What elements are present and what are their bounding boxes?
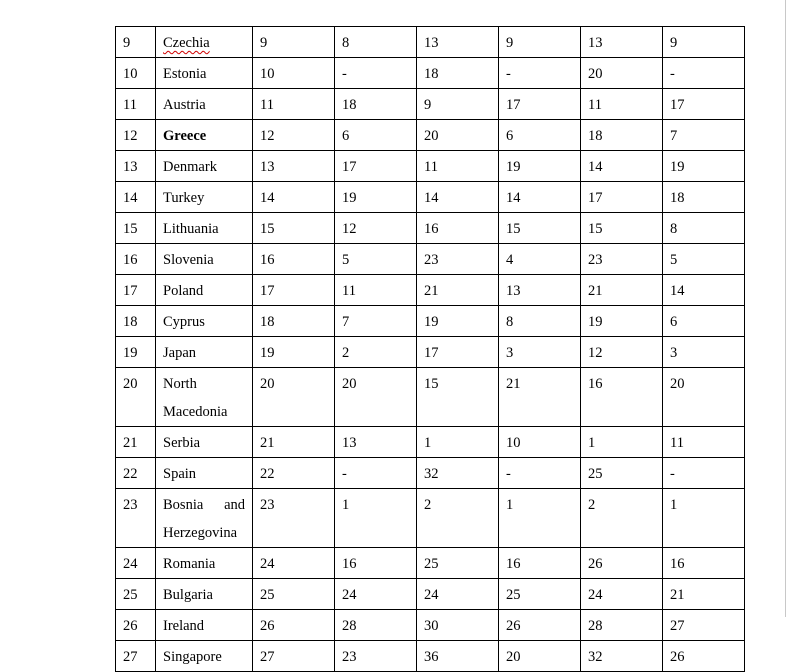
value-cell: 3 xyxy=(663,337,745,368)
value-cell: 26 xyxy=(581,548,663,579)
page-border-line xyxy=(785,0,786,617)
country-name: Lithuania xyxy=(163,221,219,237)
value-cell: 15 xyxy=(417,368,499,427)
country-name: Denmark xyxy=(163,159,217,175)
value-cell: 30 xyxy=(417,610,499,641)
rank-cell: 23 xyxy=(116,489,156,548)
table-row xyxy=(116,579,745,610)
value-cell: 23 xyxy=(335,641,417,672)
rank-cell: 26 xyxy=(116,610,156,641)
country-name-line xyxy=(163,491,245,519)
value-cell: 18 xyxy=(581,120,663,151)
rank-cell: 12 xyxy=(116,120,156,151)
value-cell: 15 xyxy=(499,213,581,244)
value-cell: - xyxy=(663,58,745,89)
value-cell: 21 xyxy=(417,275,499,306)
country-name: Serbia xyxy=(163,435,201,451)
value-cell: 32 xyxy=(417,458,499,489)
table-row xyxy=(116,27,745,58)
country-cell xyxy=(156,58,253,89)
value-cell: - xyxy=(663,458,745,489)
value-cell: 7 xyxy=(335,306,417,337)
rank-cell: 25 xyxy=(116,579,156,610)
value-cell: 14 xyxy=(253,182,335,213)
value-cell: 2 xyxy=(417,489,499,548)
value-cell: 20 xyxy=(417,120,499,151)
country-cell xyxy=(156,489,253,548)
table-row xyxy=(116,337,745,368)
country-name: Bulgaria xyxy=(163,587,213,603)
rank-cell: 17 xyxy=(116,275,156,306)
value-cell: 12 xyxy=(335,213,417,244)
value-cell: 19 xyxy=(581,306,663,337)
value-cell: 9 xyxy=(417,89,499,120)
value-cell: 23 xyxy=(417,244,499,275)
value-cell: 11 xyxy=(253,89,335,120)
value-cell: 19 xyxy=(335,182,417,213)
country-name: Turkey xyxy=(163,190,205,206)
country-name: Poland xyxy=(163,283,204,299)
value-cell: 20 xyxy=(499,641,581,672)
value-cell: 1 xyxy=(663,489,745,548)
value-cell: 5 xyxy=(335,244,417,275)
value-cell: 24 xyxy=(253,548,335,579)
country-name: Ireland xyxy=(163,618,205,634)
country-cell xyxy=(156,548,253,579)
table-row xyxy=(116,368,745,427)
rank-cell: 27 xyxy=(116,641,156,672)
value-cell: - xyxy=(499,58,581,89)
table-row xyxy=(116,610,745,641)
value-cell: 20 xyxy=(663,368,745,427)
value-cell: 14 xyxy=(499,182,581,213)
country-name: Romania xyxy=(163,556,216,572)
value-cell: - xyxy=(499,458,581,489)
country-cell xyxy=(156,610,253,641)
country-cell xyxy=(156,120,253,151)
country-name-word: Bosnia xyxy=(163,497,204,513)
rank-cell: 10 xyxy=(116,58,156,89)
value-cell: 17 xyxy=(663,89,745,120)
ranking-table xyxy=(115,26,745,672)
value-cell: 13 xyxy=(335,427,417,458)
value-cell: 12 xyxy=(253,120,335,151)
country-name: Cyprus xyxy=(163,314,205,330)
value-cell: 25 xyxy=(253,579,335,610)
rank-cell: 15 xyxy=(116,213,156,244)
value-cell: 9 xyxy=(663,27,745,58)
rank-cell: 22 xyxy=(116,458,156,489)
country-cell xyxy=(156,275,253,306)
value-cell: 16 xyxy=(417,213,499,244)
value-cell: 26 xyxy=(253,610,335,641)
value-cell: 15 xyxy=(581,213,663,244)
rank-cell: 21 xyxy=(116,427,156,458)
country-name-line: Macedonia xyxy=(163,404,228,420)
value-cell: 13 xyxy=(417,27,499,58)
value-cell: 16 xyxy=(663,548,745,579)
country-name-line: Herzegovina xyxy=(163,525,238,541)
table-row xyxy=(116,275,745,306)
value-cell: 28 xyxy=(581,610,663,641)
country-cell xyxy=(156,244,253,275)
value-cell: 17 xyxy=(335,151,417,182)
country-cell xyxy=(156,427,253,458)
rank-cell: 9 xyxy=(116,27,156,58)
value-cell: 36 xyxy=(417,641,499,672)
value-cell: 18 xyxy=(663,182,745,213)
country-cell xyxy=(156,337,253,368)
value-cell: 17 xyxy=(581,182,663,213)
value-cell: 3 xyxy=(499,337,581,368)
value-cell: 22 xyxy=(253,458,335,489)
value-cell: 15 xyxy=(253,213,335,244)
value-cell: 13 xyxy=(499,275,581,306)
country-name: Spain xyxy=(163,466,197,482)
country-cell xyxy=(156,579,253,610)
table-row xyxy=(116,182,745,213)
value-cell: 11 xyxy=(417,151,499,182)
value-cell: 13 xyxy=(581,27,663,58)
table-row xyxy=(116,427,745,458)
value-cell: 11 xyxy=(335,275,417,306)
rank-cell: 13 xyxy=(116,151,156,182)
value-cell: 23 xyxy=(581,244,663,275)
value-cell: 1 xyxy=(417,427,499,458)
table-row xyxy=(116,458,745,489)
value-cell: 25 xyxy=(499,579,581,610)
value-cell: 23 xyxy=(253,489,335,548)
value-cell: 24 xyxy=(581,579,663,610)
value-cell: 11 xyxy=(581,89,663,120)
table-row xyxy=(116,489,745,548)
rank-cell: 24 xyxy=(116,548,156,579)
value-cell: 27 xyxy=(253,641,335,672)
value-cell: 1 xyxy=(581,427,663,458)
value-cell: 25 xyxy=(581,458,663,489)
country-name: Austria xyxy=(163,97,206,113)
value-cell: 16 xyxy=(499,548,581,579)
country-cell xyxy=(156,89,253,120)
rank-cell: 18 xyxy=(116,306,156,337)
country-name-line: North xyxy=(163,376,197,392)
country-cell xyxy=(156,213,253,244)
value-cell: 8 xyxy=(499,306,581,337)
rank-cell: 16 xyxy=(116,244,156,275)
value-cell: 9 xyxy=(253,27,335,58)
country-name: Slovenia xyxy=(163,252,214,268)
value-cell: 26 xyxy=(663,641,745,672)
value-cell: 16 xyxy=(581,368,663,427)
value-cell: 5 xyxy=(663,244,745,275)
value-cell: 21 xyxy=(581,275,663,306)
value-cell: 16 xyxy=(253,244,335,275)
value-cell: 17 xyxy=(499,89,581,120)
value-cell: 20 xyxy=(581,58,663,89)
value-cell: 17 xyxy=(253,275,335,306)
value-cell: - xyxy=(335,458,417,489)
value-cell: 4 xyxy=(499,244,581,275)
value-cell: 19 xyxy=(253,337,335,368)
value-cell: 27 xyxy=(663,610,745,641)
table-row xyxy=(116,244,745,275)
value-cell: - xyxy=(335,58,417,89)
value-cell: 32 xyxy=(581,641,663,672)
ranking-table-body xyxy=(116,27,745,672)
country-name: Estonia xyxy=(163,66,207,82)
country-cell xyxy=(156,458,253,489)
value-cell: 21 xyxy=(253,427,335,458)
country-cell xyxy=(156,151,253,182)
value-cell: 17 xyxy=(417,337,499,368)
value-cell: 1 xyxy=(499,489,581,548)
country-cell xyxy=(156,27,253,58)
value-cell: 8 xyxy=(663,213,745,244)
rank-cell: 20 xyxy=(116,368,156,427)
value-cell: 20 xyxy=(253,368,335,427)
value-cell: 10 xyxy=(253,58,335,89)
table-row xyxy=(116,120,745,151)
value-cell: 6 xyxy=(663,306,745,337)
table-row xyxy=(116,89,745,120)
table-row xyxy=(116,213,745,244)
value-cell: 6 xyxy=(335,120,417,151)
table-row xyxy=(116,58,745,89)
value-cell: 14 xyxy=(581,151,663,182)
value-cell: 8 xyxy=(335,27,417,58)
value-cell: 1 xyxy=(335,489,417,548)
table-row xyxy=(116,306,745,337)
value-cell: 14 xyxy=(417,182,499,213)
country-name: Japan xyxy=(163,345,197,361)
rank-cell: 11 xyxy=(116,89,156,120)
value-cell: 28 xyxy=(335,610,417,641)
value-cell: 19 xyxy=(417,306,499,337)
country-cell xyxy=(156,368,253,427)
value-cell: 10 xyxy=(499,427,581,458)
value-cell: 2 xyxy=(335,337,417,368)
country-cell xyxy=(156,182,253,213)
table-row xyxy=(116,151,745,182)
value-cell: 18 xyxy=(335,89,417,120)
value-cell: 24 xyxy=(417,579,499,610)
value-cell: 26 xyxy=(499,610,581,641)
value-cell: 25 xyxy=(417,548,499,579)
rank-cell: 14 xyxy=(116,182,156,213)
country-cell xyxy=(156,306,253,337)
value-cell: 19 xyxy=(499,151,581,182)
table-row xyxy=(116,548,745,579)
value-cell: 13 xyxy=(253,151,335,182)
country-name-word: and xyxy=(224,497,245,513)
country-name: Greece xyxy=(163,128,207,144)
value-cell: 24 xyxy=(335,579,417,610)
country-cell xyxy=(156,641,253,672)
rank-cell: 19 xyxy=(116,337,156,368)
value-cell: 21 xyxy=(499,368,581,427)
value-cell: 7 xyxy=(663,120,745,151)
value-cell: 20 xyxy=(335,368,417,427)
country-name: Czechia xyxy=(163,35,210,51)
country-name: Singapore xyxy=(163,649,222,665)
value-cell: 18 xyxy=(417,58,499,89)
value-cell: 14 xyxy=(663,275,745,306)
value-cell: 16 xyxy=(335,548,417,579)
value-cell: 18 xyxy=(253,306,335,337)
value-cell: 11 xyxy=(663,427,745,458)
value-cell: 19 xyxy=(663,151,745,182)
value-cell: 9 xyxy=(499,27,581,58)
table-row xyxy=(116,641,745,672)
value-cell: 6 xyxy=(499,120,581,151)
value-cell: 12 xyxy=(581,337,663,368)
value-cell: 2 xyxy=(581,489,663,548)
value-cell: 21 xyxy=(663,579,745,610)
